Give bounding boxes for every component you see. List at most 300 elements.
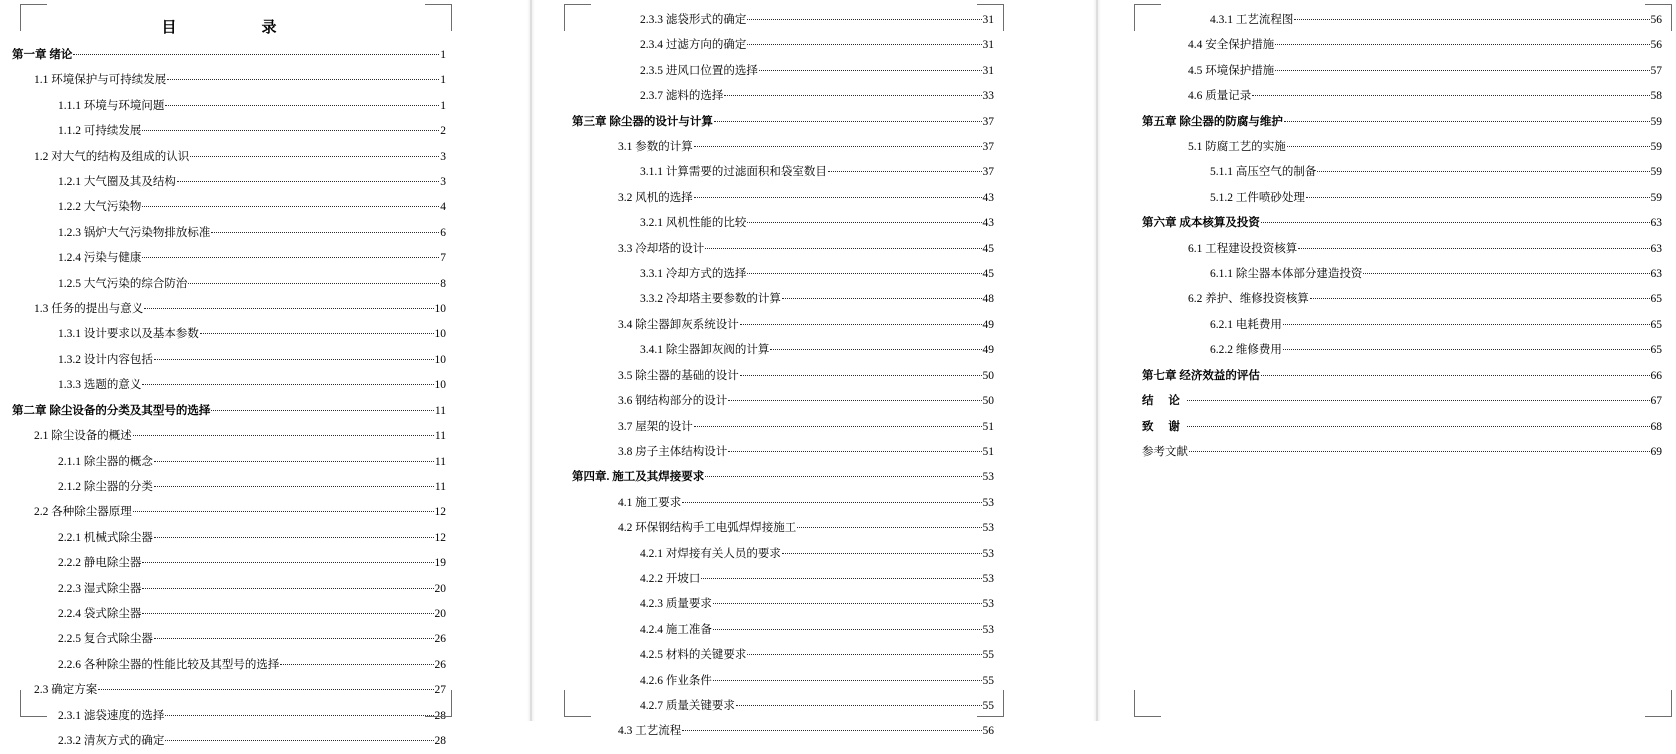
toc-leader-dots	[167, 72, 439, 84]
toc-entry-label: 1.3.3 选题的意义	[58, 379, 142, 392]
toc-leader-dots	[1189, 443, 1650, 455]
toc-entry[interactable]	[1136, 135, 1662, 160]
toc-entry-page-number: 65	[1650, 344, 1662, 357]
toc-entry[interactable]	[6, 577, 446, 602]
toc-entry[interactable]	[566, 364, 994, 389]
toc-entry-label: 4.2.5 材料的关键要求	[640, 649, 747, 662]
toc-entry[interactable]	[1136, 110, 1662, 135]
toc-entry-page-number: 50	[982, 369, 994, 382]
toc-leader-dots	[177, 174, 439, 186]
toc-leader-dots	[713, 621, 982, 633]
toc-entry[interactable]	[6, 145, 446, 170]
toc-entry-label: 1.2.5 大气污染的综合防治	[58, 277, 188, 290]
toc-entry-page-number: 55	[982, 699, 994, 712]
toc-entry-page-number: 10	[434, 303, 446, 316]
toc-entry[interactable]	[1136, 262, 1662, 287]
toc-entry-page-number: 66	[1650, 369, 1662, 382]
toc-leader-dots	[747, 37, 981, 49]
page-title: 目 录	[161, 20, 291, 36]
toc-leader-dots	[154, 529, 434, 541]
toc-entry-label: 4.5 环境保护措施	[1188, 64, 1275, 77]
toc-list-page-1	[6, 43, 446, 754]
toc-entry-page-number: 59	[1650, 191, 1662, 204]
toc-leader-dots	[98, 682, 433, 694]
toc-leader-dots	[1283, 342, 1650, 354]
toc-entry[interactable]	[6, 348, 446, 373]
page-corner-bottom-right	[1645, 690, 1672, 717]
toc-entry-page-number: 49	[982, 344, 994, 357]
toc-leader-dots	[728, 393, 981, 405]
toc-leader-dots	[694, 189, 982, 201]
toc-entry-page-number: 27	[434, 684, 446, 697]
toc-entry-label: 6.1.1 除尘器本体部分建造投资	[1210, 268, 1363, 281]
toc-entry-page-number: 45	[982, 268, 994, 281]
toc-entry[interactable]	[566, 694, 994, 719]
toc-entry-label: 4.4 安全保护措施	[1188, 39, 1275, 52]
toc-entry[interactable]	[6, 170, 446, 195]
toc-entry-page-number: 45	[982, 242, 994, 255]
toc-entry[interactable]	[566, 389, 994, 414]
toc-leader-dots	[694, 139, 982, 151]
toc-leader-dots	[740, 316, 982, 328]
toc-leader-dots	[1187, 393, 1650, 405]
toc-leader-dots	[280, 656, 433, 668]
toc-entry-page-number: 31	[982, 39, 994, 52]
toc-entry-label: 2.1 除尘设备的概述	[34, 430, 132, 443]
toc-entry[interactable]	[6, 399, 446, 424]
toc-entry[interactable]	[1136, 186, 1662, 211]
toc-entry-label: 4.1 施工要求	[618, 496, 682, 509]
toc-leader-dots	[142, 605, 433, 617]
toc-leader-dots	[759, 62, 982, 74]
toc-leader-dots	[133, 428, 434, 440]
toc-entry-label: 第一章 绪论	[12, 49, 73, 61]
toc-entry-label: 2.2.3 湿式除尘器	[58, 582, 142, 595]
toc-entry-label: 3.6 钢结构部分的设计	[618, 395, 728, 408]
toc-list-page-2	[566, 8, 994, 745]
toc-entry-page-number: 1	[440, 99, 446, 112]
toc-entry-page-number: 53	[982, 572, 994, 585]
toc-entry[interactable]	[1136, 313, 1662, 338]
toc-entry-label: 1.2.4 污染与健康	[58, 252, 142, 265]
toc-entry-label: 结 论	[1142, 395, 1186, 408]
page-2-content	[560, 0, 1008, 745]
toc-entry-page-number: 10	[434, 353, 446, 366]
toc-entry-label: 3.1.1 计算需要的过滤面积和袋室数目	[640, 166, 827, 179]
toc-leader-dots	[142, 250, 439, 262]
toc-entry-page-number: 59	[1650, 166, 1662, 179]
toc-entry-page-number: 26	[434, 633, 446, 646]
toc-entry[interactable]	[1136, 287, 1662, 312]
toc-entry[interactable]	[6, 297, 446, 322]
toc-entry-page-number: 58	[1650, 90, 1662, 103]
toc-entry-label: 第二章 除尘设备的分类及其型号的选择	[12, 404, 211, 417]
toc-entry-label: 4.2.6 作业条件	[640, 674, 712, 687]
toc-entry-label: 第六章 成本核算及投资	[1142, 217, 1260, 230]
toc-entry-label: 第四章. 施工及其焊接要求	[572, 471, 705, 484]
toc-entry-page-number: 26	[434, 658, 446, 671]
toc-entry-page-number: 59	[1650, 141, 1662, 154]
toc-entry[interactable]	[1136, 84, 1662, 109]
toc-leader-dots	[728, 443, 981, 455]
toc-entry[interactable]	[566, 567, 994, 592]
toc-entry[interactable]	[6, 526, 446, 551]
toc-leader-dots	[740, 367, 982, 379]
toc-entry-page-number: 8	[440, 277, 446, 290]
toc-entry-page-number: 31	[982, 14, 994, 26]
toc-entry-label: 第七章 经济效益的评估	[1142, 369, 1260, 382]
toc-entry-page-number: 43	[982, 217, 994, 230]
toc-entry-page-number: 4	[440, 201, 446, 214]
toc-entry-page-number: 53	[982, 522, 994, 535]
toc-entry-page-number: 63	[1650, 268, 1662, 281]
toc-entry-label: 4.2.3 质量要求	[640, 598, 712, 611]
toc-leader-dots	[747, 215, 981, 227]
toc-entry[interactable]	[566, 465, 994, 490]
toc-entry-label: 6.2.2 维修费用	[1210, 344, 1282, 357]
toc-entry[interactable]	[566, 415, 994, 440]
toc-entry[interactable]	[1136, 237, 1662, 262]
toc-entry-label: 1.2.3 锅炉大气污染物排放标准	[58, 226, 211, 239]
toc-leader-dots	[1284, 113, 1650, 125]
toc-leader-dots	[1275, 37, 1649, 49]
toc-entry-page-number: 63	[1650, 217, 1662, 230]
toc-leader-dots	[154, 478, 434, 490]
toc-entry-page-number: 51	[982, 420, 994, 433]
toc-entry-page-number: 57	[1650, 64, 1662, 77]
toc-entry-label: 1.2 对大气的结构及组成的认识	[34, 150, 190, 163]
toc-entry[interactable]	[6, 43, 446, 68]
toc-entry-page-number: 69	[1650, 445, 1662, 458]
page-gutter-1	[527, 0, 535, 721]
toc-leader-dots	[1306, 189, 1650, 201]
toc-leader-dots	[154, 351, 434, 363]
toc-entry-page-number: 53	[982, 623, 994, 636]
toc-leader-dots	[1363, 266, 1649, 278]
toc-entry-page-number: 65	[1650, 318, 1662, 331]
toc-leader-dots	[1310, 291, 1650, 303]
page-corner-bottom-left	[1134, 690, 1161, 717]
toc-leader-dots	[142, 377, 433, 389]
toc-entry[interactable]	[1136, 415, 1662, 440]
toc-leader-dots	[828, 164, 982, 176]
toc-entry[interactable]	[566, 491, 994, 516]
toc-entry[interactable]	[566, 8, 994, 33]
toc-entry-page-number: 11	[434, 455, 446, 468]
toc-entry[interactable]	[6, 627, 446, 652]
toc-entry-page-number: 55	[982, 649, 994, 662]
toc-leader-dots	[713, 596, 982, 608]
toc-leader-dots	[1252, 88, 1649, 100]
toc-entry-page-number: 3	[440, 150, 446, 163]
toc-entry-label: 5.1.2 工件喷砂处理	[1210, 191, 1305, 204]
toc-entry-label: 3.7 屋架的设计	[618, 420, 693, 433]
toc-leader-dots	[682, 723, 981, 735]
toc-entry-label: 1.2.1 大气圈及其及结构	[58, 176, 176, 189]
toc-entry-label: 4.2.4 施工准备	[640, 623, 712, 636]
toc-entry[interactable]	[566, 262, 994, 287]
toc-entry[interactable]	[1136, 440, 1662, 465]
toc-leader-dots	[142, 123, 439, 135]
toc-entry-page-number: 43	[982, 191, 994, 204]
toc-entry-label: 4.2.7 质量关键要求	[640, 699, 735, 712]
toc-entry[interactable]	[6, 602, 446, 627]
toc-leader-dots	[1317, 164, 1649, 176]
toc-entry-label: 1.3.1 设计要求以及基本参数	[58, 328, 199, 341]
toc-leader-dots	[1261, 367, 1650, 379]
toc-entry-label: 4.6 质量记录	[1188, 90, 1252, 103]
toc-leader-dots	[682, 494, 981, 506]
toc-entry-page-number: 7	[440, 252, 446, 265]
toc-entry[interactable]	[6, 704, 446, 729]
toc-entry[interactable]	[566, 33, 994, 58]
toc-leader-dots	[797, 520, 981, 532]
toc-entry-label: 2.3.4 过滤方向的确定	[640, 39, 747, 52]
toc-entry-label: 2.2.2 静电除尘器	[58, 557, 142, 570]
toc-entry-label: 4.2.2 开坡口	[640, 572, 701, 585]
toc-entry-label: 3.2 风机的选择	[618, 191, 693, 204]
toc-entry-label: 2.3.1 滤袋速度的选择	[58, 709, 165, 722]
toc-entry[interactable]	[6, 272, 446, 297]
toc-entry[interactable]	[6, 195, 446, 220]
toc-entry-label: 参考文献	[1142, 445, 1188, 458]
toc-entry[interactable]	[1136, 59, 1662, 84]
toc-entry[interactable]	[566, 237, 994, 262]
toc-leader-dots	[154, 453, 434, 465]
toc-entry[interactable]	[6, 678, 446, 703]
toc-entry-label: 3.5 除尘器的基础的设计	[618, 369, 739, 382]
toc-entry-page-number: 59	[1650, 115, 1662, 128]
toc-entry-label: 2.2 各种除尘器原理	[34, 506, 132, 519]
toc-leader-dots	[1261, 215, 1650, 227]
toc-entry-page-number: 49	[982, 318, 994, 331]
toc-entry[interactable]	[6, 424, 446, 449]
toc-leader-dots	[144, 301, 433, 313]
toc-entry-page-number: 11	[434, 404, 446, 417]
toc-entry[interactable]	[566, 313, 994, 338]
toc-entry[interactable]	[566, 719, 994, 744]
toc-entry-page-number: 65	[1650, 293, 1662, 306]
toc-entry-page-number: 68	[1650, 420, 1662, 433]
toc-entry-label: 6.2.1 电耗费用	[1210, 318, 1282, 331]
toc-entry-page-number: 19	[434, 557, 446, 570]
toc-entry-label: 3.4.1 除尘器卸灰阀的计算	[640, 344, 770, 357]
toc-entry[interactable]	[566, 542, 994, 567]
toc-entry[interactable]	[6, 322, 446, 347]
toc-entry[interactable]	[6, 729, 446, 754]
toc-entry-label: 4.3.1 工艺流程图	[1210, 14, 1294, 26]
toc-entry-page-number: 31	[982, 64, 994, 77]
toc-entry-label: 3.4 除尘器卸灰系统设计	[618, 318, 739, 331]
toc-leader-dots	[211, 224, 439, 236]
toc-entry-label: 3.3 冷却塔的设计	[618, 242, 705, 255]
toc-entry-page-number: 20	[434, 607, 446, 620]
toc-entry-label: 5.1.1 高压空气的制备	[1210, 166, 1317, 179]
page-1-content	[0, 0, 460, 754]
toc-leader-dots	[1275, 62, 1649, 74]
toc-entry-page-number: 50	[982, 395, 994, 408]
toc-entry[interactable]	[1136, 33, 1662, 58]
toc-entry-page-number: 53	[982, 547, 994, 560]
toc-entry[interactable]	[566, 516, 994, 541]
toc-entry-page-number: 56	[1650, 14, 1662, 26]
toc-entry[interactable]	[566, 618, 994, 643]
toc-list-page-3	[1136, 8, 1662, 465]
toc-leader-dots	[694, 418, 982, 430]
toc-entry-page-number: 1	[440, 74, 446, 87]
toc-leader-dots	[747, 647, 981, 659]
toc-leader-dots	[165, 97, 439, 109]
toc-leader-dots	[1283, 316, 1650, 328]
toc-entry-page-number: 37	[982, 166, 994, 179]
toc-entry-label: 1.2.2 大气污染物	[58, 201, 142, 214]
toc-entry-page-number: 12	[434, 506, 446, 519]
toc-entry-label: 5.1 防腐工艺的实施	[1188, 141, 1286, 154]
toc-leader-dots	[188, 275, 439, 287]
toc-entry-label: 1.1.1 环境与环境问题	[58, 99, 165, 112]
toc-entry-page-number: 37	[982, 115, 994, 128]
toc-entry-page-number: 1	[440, 49, 446, 61]
toc-entry[interactable]	[566, 338, 994, 363]
toc-entry[interactable]	[6, 500, 446, 525]
toc-entry-page-number: 37	[982, 141, 994, 154]
toc-entry[interactable]	[1136, 338, 1662, 363]
document-page-3	[1130, 0, 1676, 721]
toc-entry-label: 4.2.1 对焊接有关人员的要求	[640, 547, 781, 560]
toc-entry-label: 2.2.4 袋式除尘器	[58, 607, 142, 620]
toc-entry[interactable]	[6, 94, 446, 119]
toc-leader-dots	[747, 12, 981, 24]
toc-entry-page-number: 10	[434, 328, 446, 341]
toc-leader-dots	[211, 402, 434, 414]
toc-entry-page-number: 51	[982, 445, 994, 458]
toc-entry[interactable]	[6, 475, 446, 500]
toc-entry-page-number: 28	[434, 734, 446, 747]
toc-entry-page-number: 2	[440, 125, 446, 138]
toc-entry[interactable]	[566, 287, 994, 312]
toc-leader-dots	[200, 326, 434, 338]
toc-leader-dots	[770, 342, 981, 354]
toc-leader-dots	[190, 148, 439, 160]
toc-entry-page-number: 20	[434, 582, 446, 595]
toc-leader-dots	[1187, 418, 1650, 430]
toc-entry-label: 6.1 工程建设投资核算	[1188, 242, 1298, 255]
toc-leader-dots	[73, 47, 439, 59]
toc-entry-label: 2.3.3 滤袋形式的确定	[640, 14, 747, 26]
toc-entry[interactable]	[6, 221, 446, 246]
toc-entry-page-number: 67	[1650, 395, 1662, 408]
toc-leader-dots	[782, 291, 982, 303]
toc-entry-page-number: 63	[1650, 242, 1662, 255]
toc-entry-label: 3.3.2 冷却塔主要参数的计算	[640, 293, 781, 306]
toc-entry[interactable]	[566, 643, 994, 668]
page-3-content	[1130, 0, 1676, 465]
toc-entry-label: 2.3.2 清灰方式的确定	[58, 734, 165, 747]
toc-entry[interactable]	[6, 551, 446, 576]
toc-entry-page-number: 12	[434, 531, 446, 544]
page-gutter-2	[1093, 0, 1101, 721]
toc-entry[interactable]	[566, 110, 994, 135]
toc-entry-label: 2.2.5 复合式除尘器	[58, 633, 153, 646]
toc-entry-page-number: 56	[1650, 39, 1662, 52]
toc-entry[interactable]	[1136, 364, 1662, 389]
toc-leader-dots	[165, 732, 433, 744]
toc-entry[interactable]	[1136, 8, 1662, 33]
toc-entry-label: 2.2.6 各种除尘器的性能比较及其型号的选择	[58, 658, 280, 671]
toc-entry-label: 2.1.1 除尘器的概念	[58, 455, 153, 468]
toc-leader-dots	[142, 199, 439, 211]
toc-entry-label: 3.2.1 风机性能的比较	[640, 217, 747, 230]
toc-entry-label: 2.2.1 机械式除尘器	[58, 531, 153, 544]
toc-leader-dots	[154, 631, 434, 643]
toc-leader-dots	[701, 570, 981, 582]
toc-entry-page-number: 28	[434, 709, 446, 722]
toc-leader-dots	[782, 545, 982, 557]
toc-entry[interactable]	[6, 450, 446, 475]
toc-entry-label: 1.3 任务的提出与意义	[34, 303, 144, 316]
toc-entry-label: 第五章 除尘器的防腐与维护	[1142, 115, 1283, 128]
toc-entry-label: 1.1 环境保护与可持续发展	[34, 74, 167, 87]
toc-leader-dots	[1294, 12, 1649, 24]
toc-entry[interactable]	[566, 440, 994, 465]
toc-entry-page-number: 53	[982, 598, 994, 611]
toc-entry-label: 2.1.2 除尘器的分类	[58, 480, 153, 493]
toc-leader-dots	[705, 240, 981, 252]
toc-entry-page-number: 33	[982, 90, 994, 103]
toc-entry-page-number: 48	[982, 293, 994, 306]
toc-entry-page-number: 6	[440, 226, 446, 239]
toc-entry-label: 1.1.2 可持续发展	[58, 125, 142, 138]
toc-entry-label: 3.3.1 冷却方式的选择	[640, 268, 747, 281]
toc-entry-page-number: 53	[982, 471, 994, 484]
toc-entry-label: 2.3 确定方案	[34, 684, 98, 697]
toc-entry[interactable]	[6, 119, 446, 144]
toc-entry[interactable]	[1136, 389, 1662, 414]
toc-entry[interactable]	[566, 160, 994, 185]
toc-leader-dots	[142, 580, 433, 592]
toc-entry-page-number: 55	[982, 674, 994, 687]
toc-entry-label: 2.3.7 滤料的选择	[640, 90, 724, 103]
toc-entry[interactable]	[566, 669, 994, 694]
toc-entry[interactable]	[6, 653, 446, 678]
toc-entry[interactable]	[566, 211, 994, 236]
toc-entry[interactable]	[566, 186, 994, 211]
toc-entry-label: 3.8 房子主体结构设计	[618, 445, 728, 458]
toc-entry-label: 4.2 环保钢结构手工电弧焊焊接施工	[618, 522, 797, 535]
toc-entry-label: 2.3.5 进风口位置的选择	[640, 64, 758, 77]
toc-entry-label: 致 谢	[1142, 420, 1186, 433]
toc-entry[interactable]	[1136, 211, 1662, 236]
toc-entry-page-number: 10	[434, 379, 446, 392]
toc-entry[interactable]	[566, 592, 994, 617]
toc-leader-dots	[165, 707, 433, 719]
toc-entry[interactable]	[6, 246, 446, 271]
toc-entry-label: 4.3 工艺流程	[618, 725, 682, 738]
toc-entry[interactable]	[566, 84, 994, 109]
toc-entry-page-number: 11	[434, 480, 446, 493]
toc-leader-dots	[133, 504, 434, 516]
toc-entry-label: 第三章 除尘器的设计与计算	[572, 115, 713, 128]
toc-entry-page-number: 56	[982, 725, 994, 738]
toc-entry[interactable]	[566, 59, 994, 84]
document-page-1	[0, 0, 460, 747]
toc-entry[interactable]	[6, 68, 446, 93]
toc-entry[interactable]	[6, 373, 446, 398]
toc-entry[interactable]	[1136, 160, 1662, 185]
toc-entry[interactable]	[566, 135, 994, 160]
toc-entry-label: 1.3.2 设计内容包括	[58, 353, 153, 366]
toc-leader-dots	[142, 555, 433, 567]
